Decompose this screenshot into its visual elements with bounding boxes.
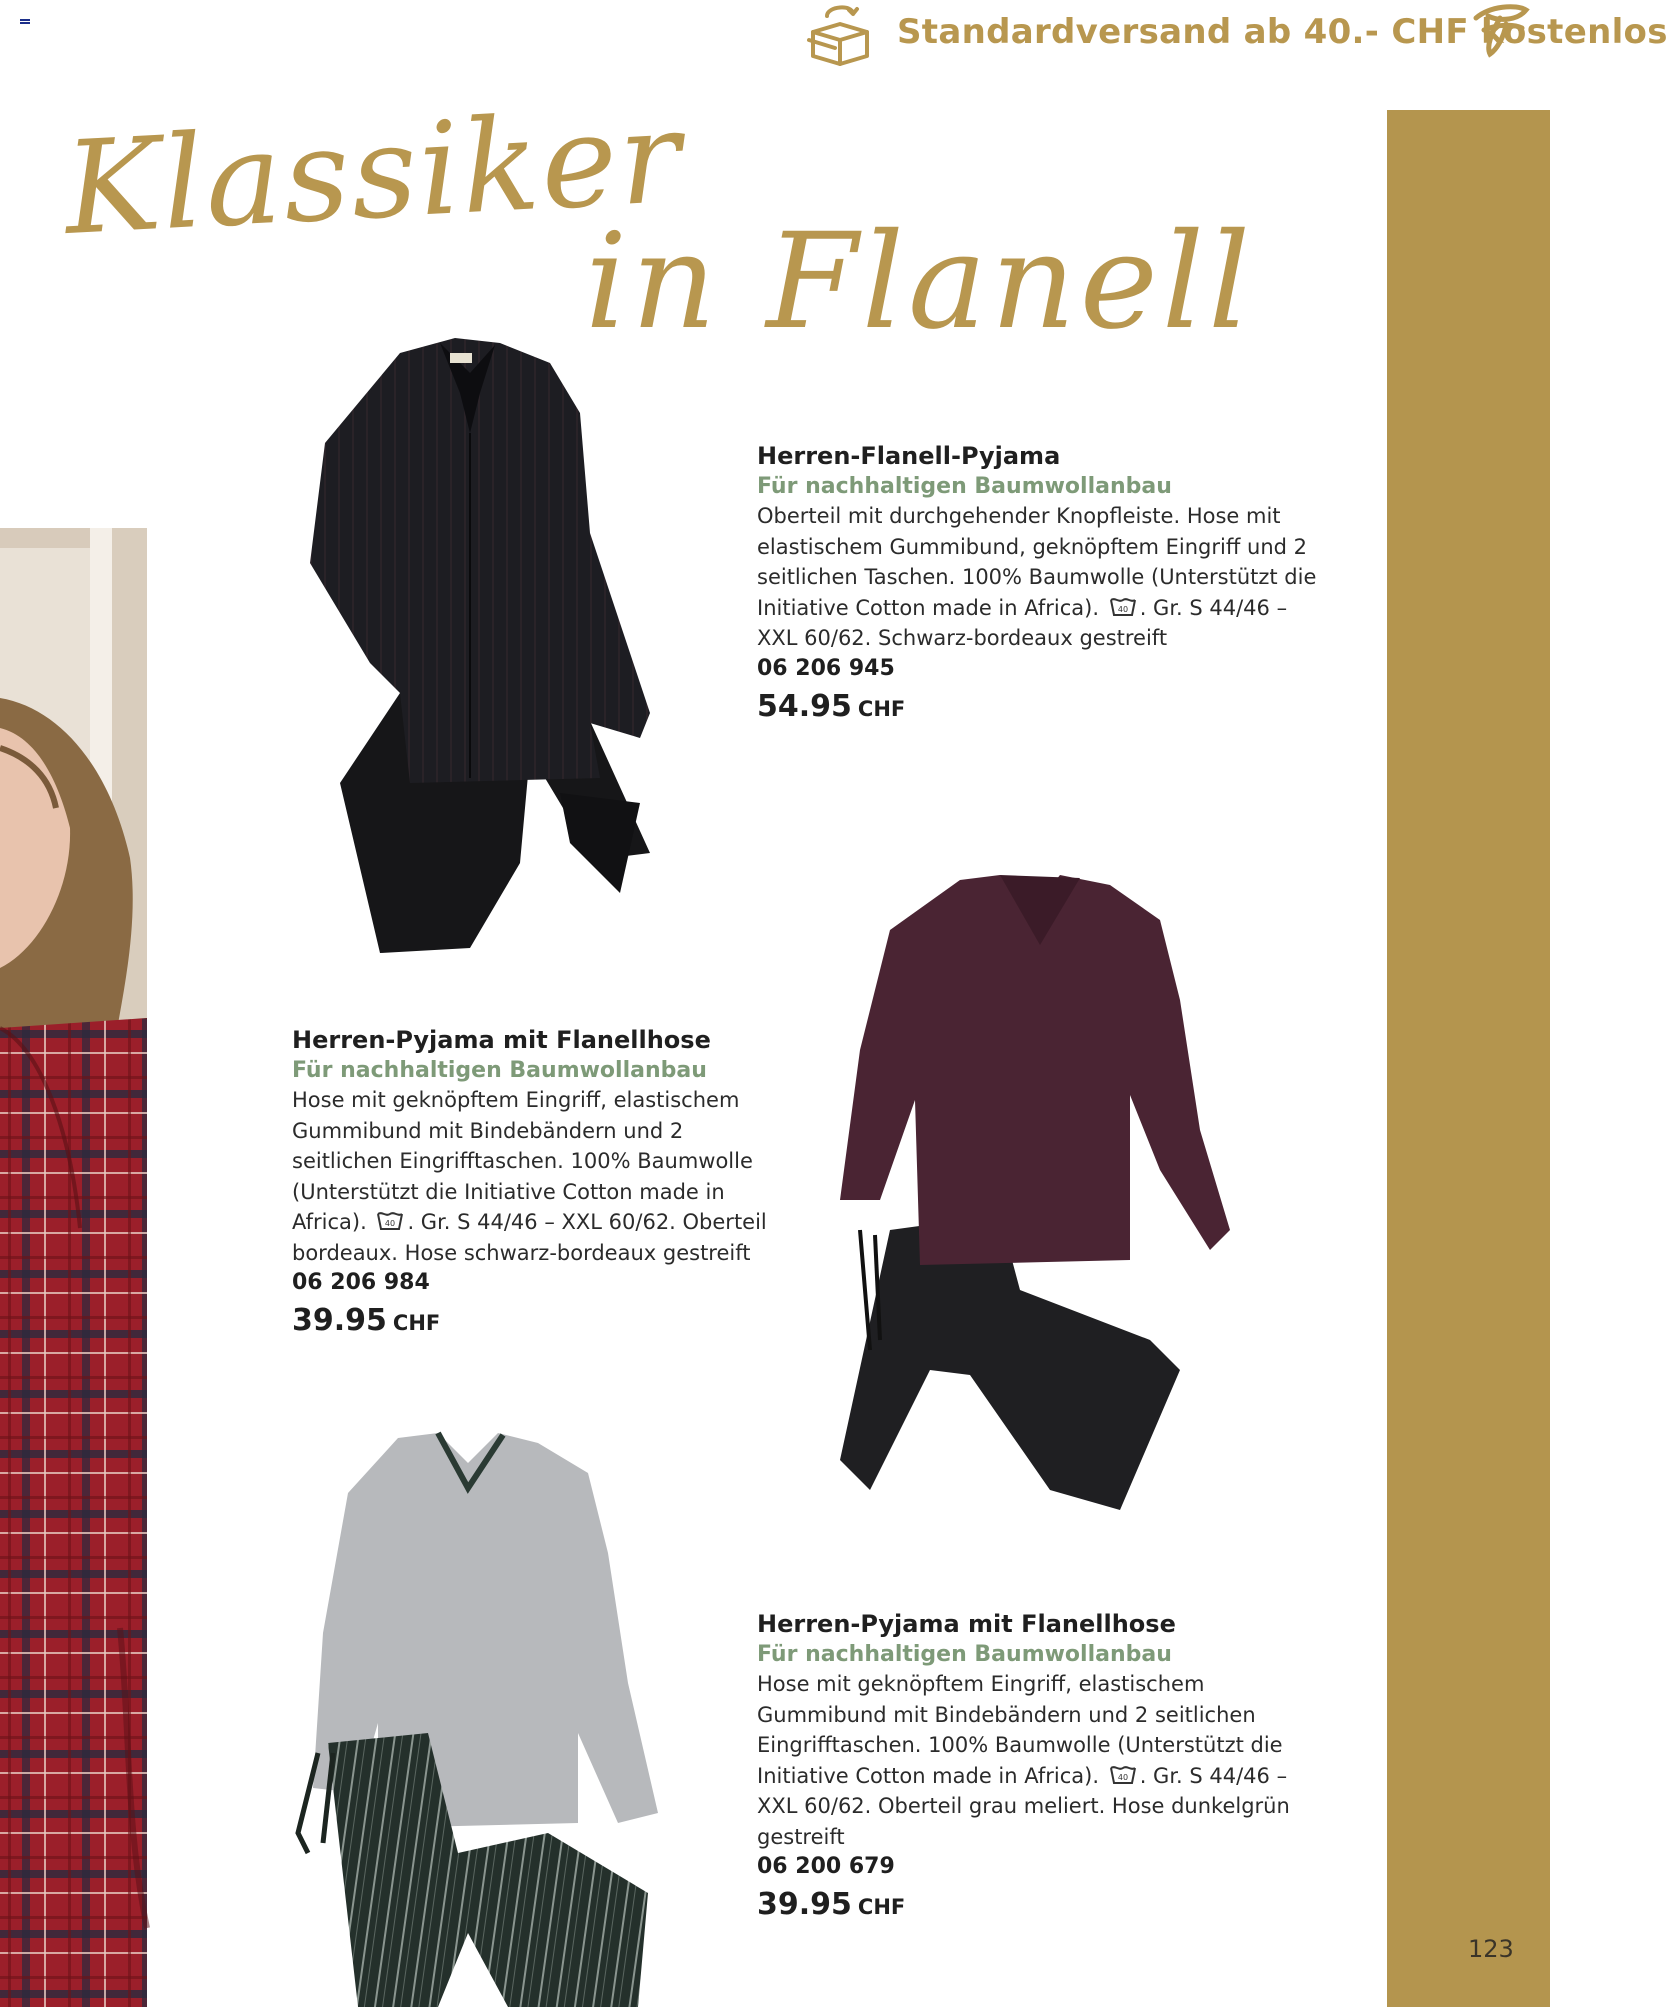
product-card	[292, 1026, 782, 1338]
product-description	[757, 501, 1317, 654]
wash-40-icon	[376, 1210, 404, 1232]
product-description	[292, 1085, 782, 1268]
product-card	[757, 1610, 1327, 1922]
svg-text:40: 40	[1117, 1772, 1128, 1782]
product-size-color-text: . Gr. S 44/46 – XXL 60/62. Oberteil grau meliert. Hose dunkelgrün gestreift	[757, 1763, 1290, 1849]
product-name: Herren-Flanell-Pyjama	[757, 442, 1061, 470]
side-color-band	[1387, 110, 1550, 2007]
price-currency: CHF	[857, 696, 906, 721]
wash-40-icon	[1109, 1764, 1137, 1786]
product-size-color-text: . Gr. S 44/46 – XXL 60/62. Oberteil bordeaux. Hose schwarz-bordeaux gestreift	[292, 1210, 767, 1265]
bordeaux-pyjama-image	[820, 870, 1240, 1515]
price-currency: CHF	[857, 1895, 906, 1919]
article-number: 06 206 984	[292, 1270, 430, 1295]
product-description-text: Hose mit geknöpftem Eingriff, elastischem Gummibund mit Bindebändern und 2 seitlichen Eingrifftaschen. 100% Baumwolle (Unterstützt die Initiative Cotton made in Africa).	[292, 1088, 753, 1234]
headline-line-2: in Flanell	[585, 205, 1255, 359]
page-number: 123	[1468, 1935, 1514, 1963]
package-delivery-icon	[805, 2, 875, 66]
product-name: Herren-Pyjama mit Flanellhose	[292, 1026, 711, 1054]
price-currency: CHF	[392, 1311, 441, 1335]
price-value: 39.95	[292, 1303, 387, 1338]
product-price	[757, 1887, 1327, 1922]
product-card	[757, 442, 1317, 724]
brand-logo-icon	[1470, 2, 1532, 58]
article-number: 06 206 945	[757, 655, 895, 681]
product-sustainability-label: Für nachhaltigen Baumwollanbau	[757, 1642, 1172, 1667]
product-price	[292, 1303, 782, 1338]
product-description	[757, 1669, 1327, 1852]
menu-icon[interactable]	[20, 19, 30, 27]
price-value: 39.95	[757, 1887, 852, 1922]
wash-40-icon	[1109, 596, 1137, 618]
article-number: 06 200 679	[757, 1854, 895, 1879]
shipping-text: Standardversand ab 40.- CHF kostenlos	[897, 12, 1668, 52]
shipping-banner	[650, 0, 1668, 70]
headline-line-1: Klassiker	[61, 82, 686, 264]
svg-text:40: 40	[1117, 604, 1128, 614]
product-description-text: Oberteil mit durchgehender Knopfleiste. Hose mit elastischem Gummibund, geknöpftem Eingriff und 2 seitlichen Taschen. 100% Baumwolle (Unterstützt die Initiative Cotton made in Africa).	[757, 504, 1317, 620]
product-price	[757, 689, 1317, 724]
product-description-text: Hose mit geknöpftem Eingriff, elastischem Gummibund mit Bindebändern und 2 seitlichen Eingrifftaschen. 100% Baumwolle (Unterstützt die Initiative Cotton made in Africa).	[757, 1672, 1283, 1788]
price-value: 54.95	[757, 688, 852, 724]
product-size-color-text: . Gr. S 44/46 – XXL 60/62. Schwarz-bordeaux gestreift	[757, 595, 1288, 650]
product-sustainability-label: Für nachhaltigen Baumwollanbau	[757, 474, 1172, 499]
grey-pyjama-image	[288, 1433, 698, 2007]
black-pyjama-image	[290, 333, 690, 958]
product-name: Herren-Pyjama mit Flanellhose	[757, 1610, 1176, 1638]
page-headline	[61, 82, 1255, 359]
product-sustainability-label: Für nachhaltigen Baumwollanbau	[292, 1058, 707, 1083]
svg-text:40: 40	[385, 1219, 396, 1228]
model-photo	[0, 528, 147, 2007]
